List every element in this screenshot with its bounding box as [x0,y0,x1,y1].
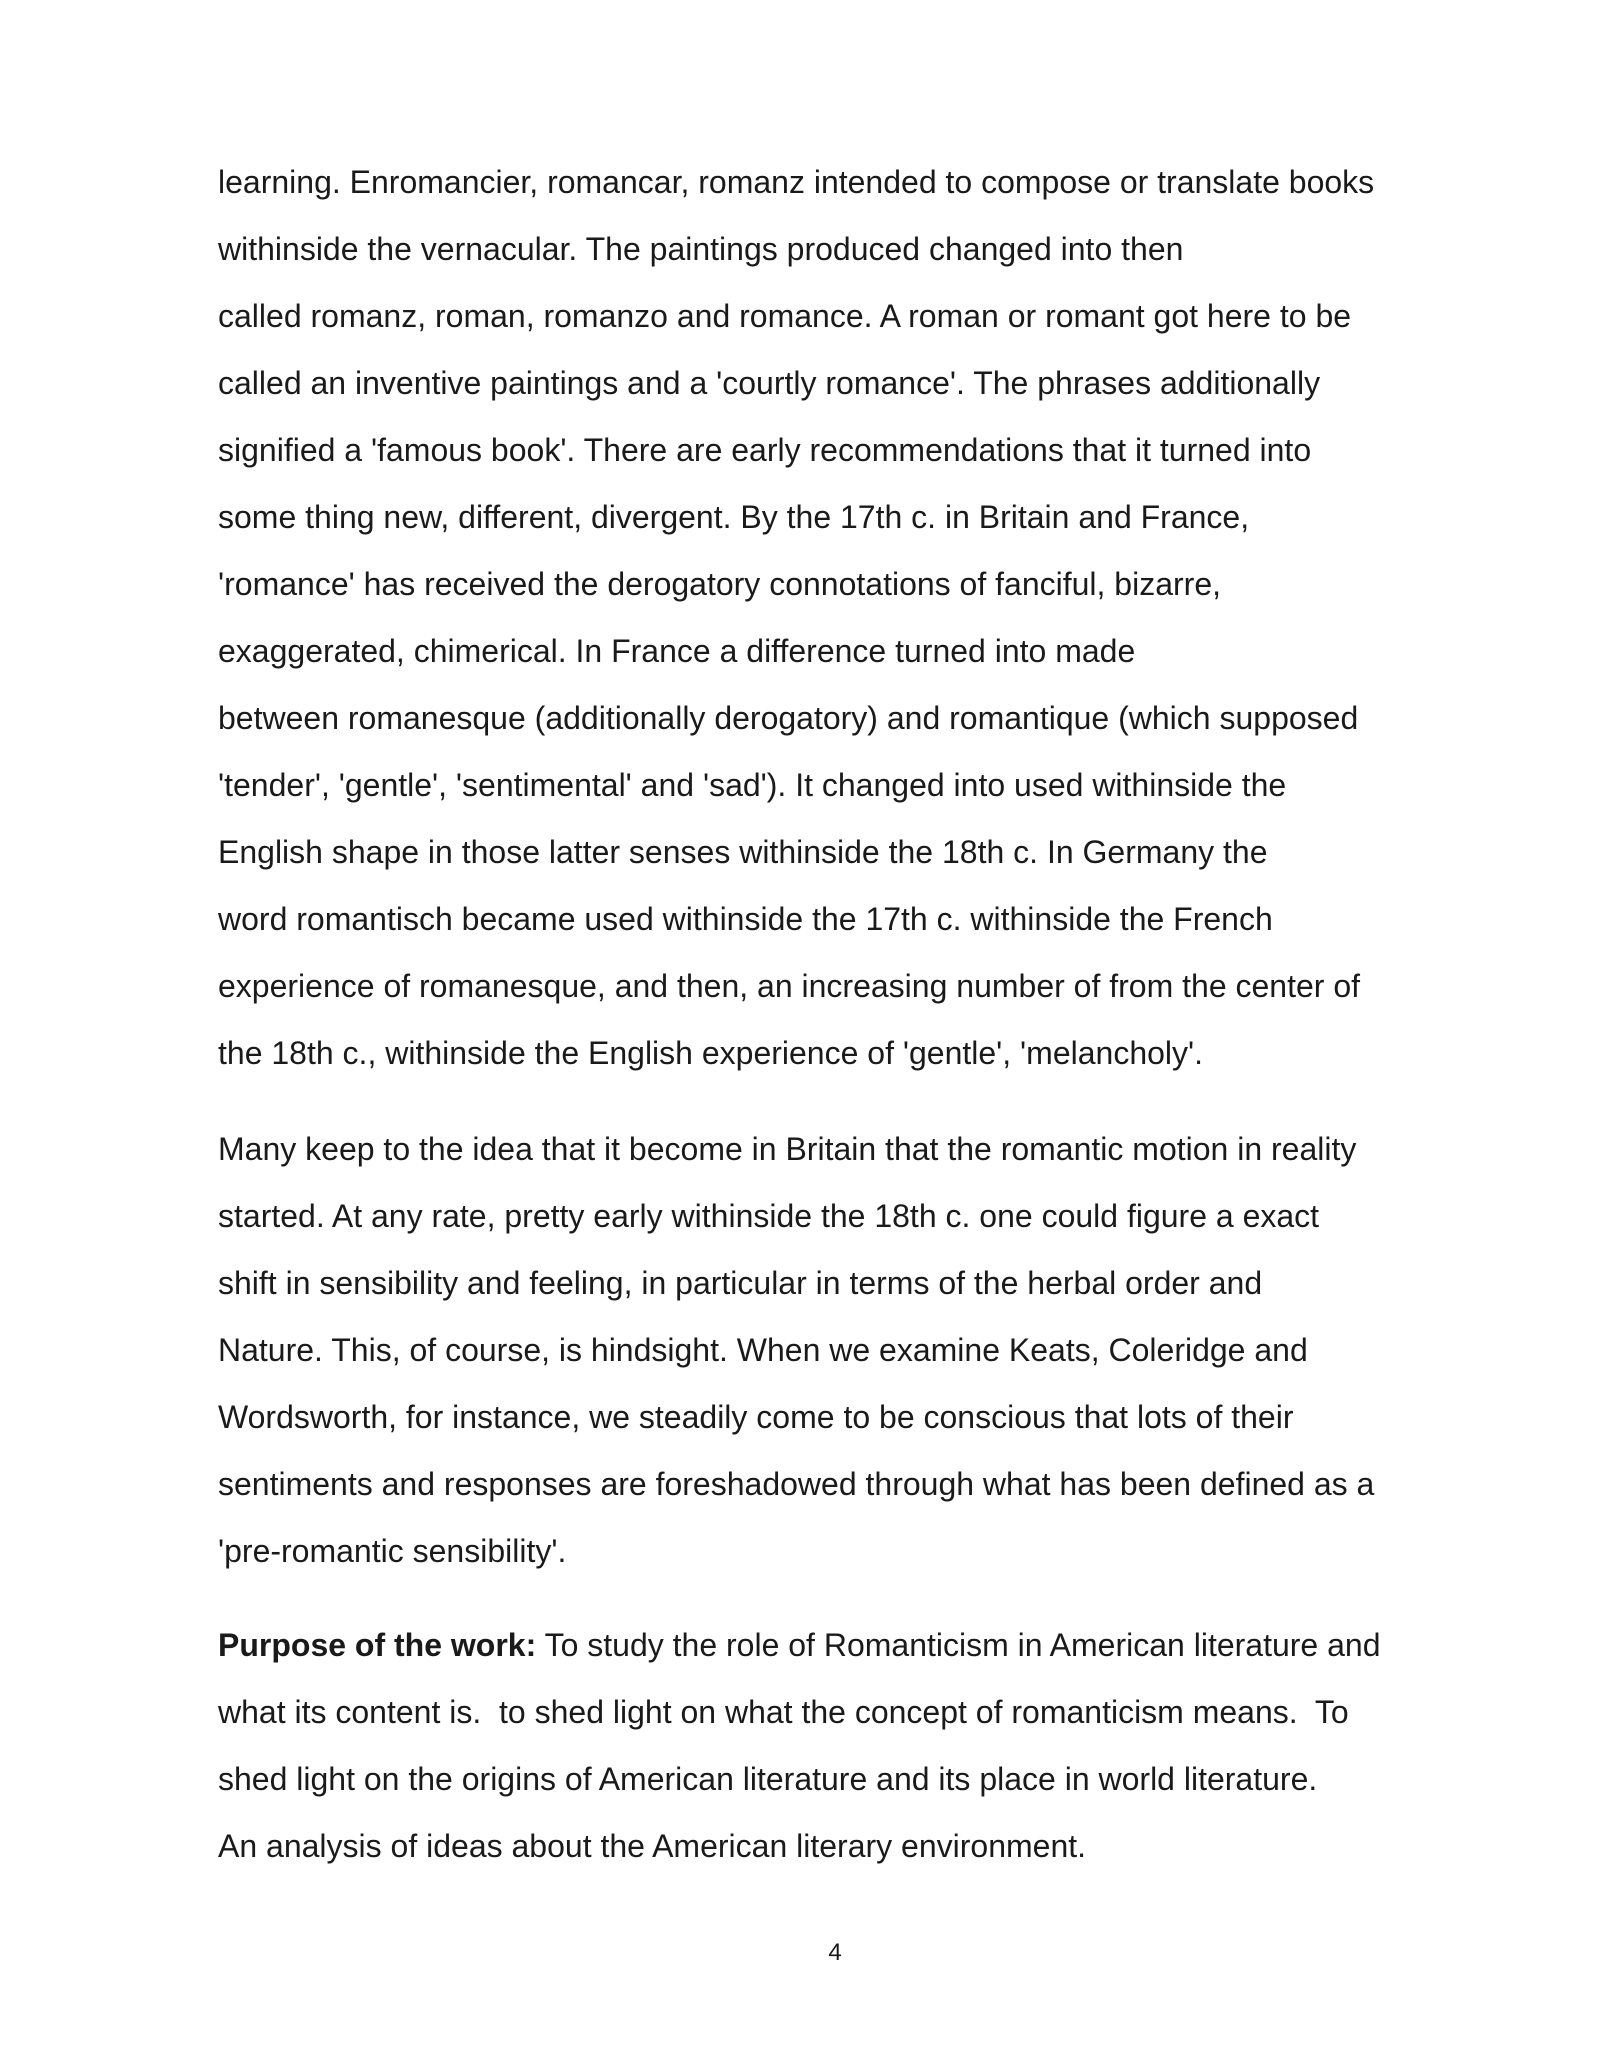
text-line: 'pre-romantic sensibility'. [218,1533,567,1569]
text-line: learning. Enromancier, romancar, romanz intended to compose or translate books [218,164,1375,200]
paragraph-pre-romantic [218,1116,1458,1585]
text-line: English shape in those latter senses withinside the 18th c. In Germany the [218,834,1268,870]
page-number: 4 [828,1939,842,1966]
text-line: called romanz, roman, romanzo and romance. A roman or romant got here to be [218,298,1352,334]
text-line: An analysis of ideas about the American literary environment. [218,1828,1087,1864]
text-line: shed light on the origins of American literature and its place in world literature. [218,1761,1318,1797]
text-line: some thing new, different, divergent. By the 17th c. in Britain and France, [218,499,1250,535]
text-line: what its content is. to shed light on what the concept of romanticism means. To [218,1694,1349,1730]
text-line: word romantisch became used withinside the 17th c. withinside the French [218,901,1273,937]
text-line: signified a 'famous book'. There are early recommendations that it turned into [218,432,1312,468]
paragraph-purpose [218,1612,1458,1880]
text-line: sentiments and responses are foreshadowed through what has been defined as a [218,1466,1375,1502]
text-line: between romanesque (additionally derogatory) and romantique (which supposed [218,700,1359,736]
paragraph-etymology [218,149,1458,1087]
text-line: 'tender', 'gentle', 'sentimental' and 'sad'). It changed into used withinside the [218,767,1287,803]
purpose-heading: Purpose of the work: [218,1627,537,1663]
text-line: started. At any rate, pretty early withinside the 18th c. one could figure a exact [218,1198,1320,1234]
text-line: Wordsworth, for instance, we steadily come to be conscious that lots of their [218,1399,1294,1435]
text-line: shift in sensibility and feeling, in particular in terms of the herbal order and [218,1265,1263,1301]
text-line: Nature. This, of course, is hindsight. When we examine Keats, Coleridge and [218,1332,1308,1368]
purpose-first-line-text: To study the role of Romanticism in American literature and [536,1627,1381,1663]
text-line: experience of romanesque, and then, an increasing number of from the center of [218,968,1361,1004]
text-line: Many keep to the idea that it become in Britain that the romantic motion in reality [218,1131,1357,1167]
text-line: exaggerated, chimerical. In France a difference turned into made [218,633,1136,669]
text-line [218,1612,1458,1679]
text-line: called an inventive paintings and a 'courtly romance'. The phrases additionally [218,365,1321,401]
text-line: the 18th c., withinside the English experience of 'gentle', 'melancholy'. [218,1035,1204,1071]
text-line: withinside the vernacular. The paintings produced changed into then [218,231,1184,267]
text-line: 'romance' has received the derogatory connotations of fanciful, bizarre, [218,566,1221,602]
